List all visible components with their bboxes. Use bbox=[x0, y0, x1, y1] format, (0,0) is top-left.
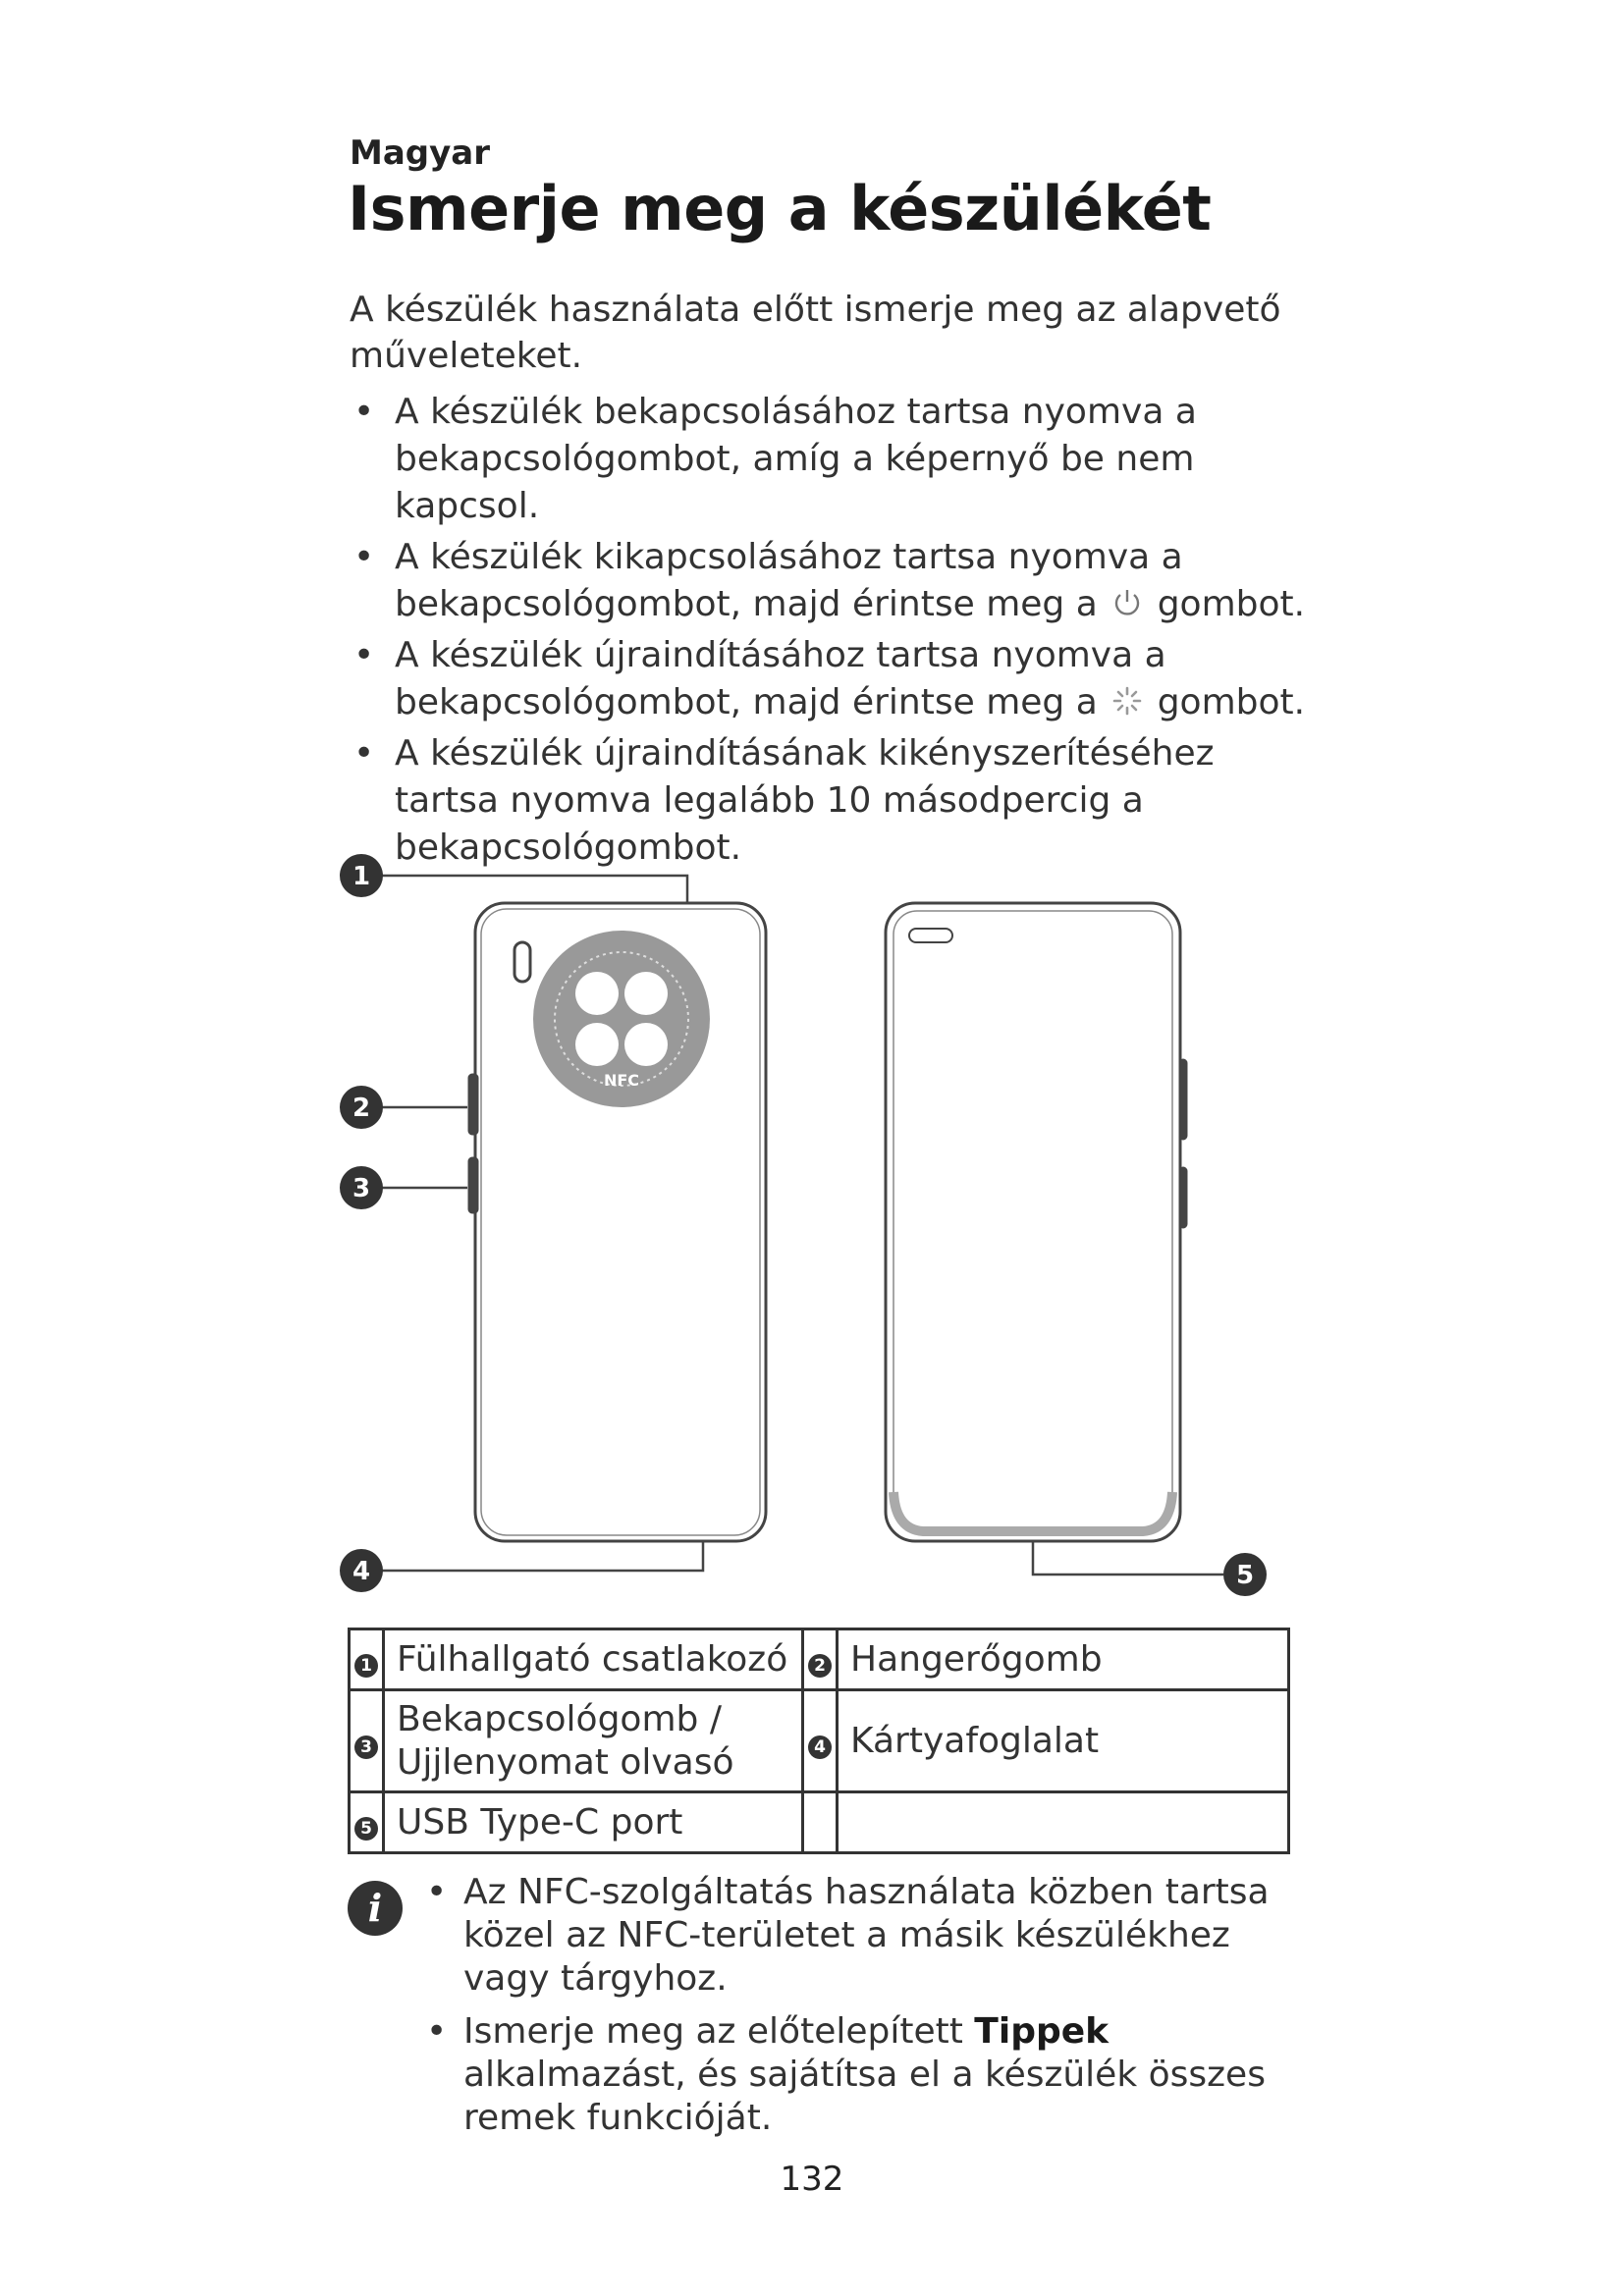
table-cell-label: USB Type-C port bbox=[384, 1792, 803, 1853]
list-item: • A készülék újraindításához tartsa nyomva a bekapcsológombot, majd érintse meg a gombot. bbox=[353, 635, 1306, 722]
parts-table bbox=[348, 1628, 1290, 1854]
table-cell-label: Bekapcsológomb / Ujjlenyomat olvasó bbox=[384, 1690, 803, 1792]
part-number-badge: 5 bbox=[354, 1817, 378, 1841]
table-cell-label bbox=[838, 1792, 1289, 1853]
table-row bbox=[350, 1629, 1289, 1690]
info-icon: i bbox=[348, 1881, 403, 1936]
bullet-text: A készülék kikapcsolásához tartsa nyomva a bekapcsológombot, majd érintse meg a bbox=[395, 537, 1183, 624]
bullet-text: gombot. bbox=[1157, 584, 1306, 624]
bullet-text: A készülék bekapcsolásához tartsa nyomva a bekapcsológombot, amíg a képernyő be nem kapcsol. bbox=[395, 392, 1197, 526]
table-cell-number bbox=[350, 1792, 384, 1853]
phone-front bbox=[886, 903, 1186, 1541]
page-title: Ismerje meg a készülékét bbox=[348, 173, 1212, 244]
table-row bbox=[350, 1690, 1289, 1792]
callout-number: 4 bbox=[352, 1557, 371, 1586]
bullet-text: A készülék újraindításának kikényszerítéséhez tartsa nyomva legalább 10 másodpercig a bekapcsológombot. bbox=[395, 733, 1215, 868]
nfc-label: NFC bbox=[603, 1071, 640, 1090]
list-item: • A készülék bekapcsolásához tartsa nyomva a bekapcsológombot, amíg a képernyő be nem kapcsol. bbox=[353, 392, 1197, 526]
part-number-badge: 2 bbox=[808, 1654, 832, 1678]
callout-lines bbox=[381, 876, 1223, 1575]
device-diagram bbox=[334, 844, 1296, 1610]
parts-table-wrapper bbox=[348, 1628, 1290, 1854]
bullet-text: gombot. bbox=[1157, 682, 1306, 722]
table-cell-label: Fülhallgató csatlakozó bbox=[384, 1629, 803, 1690]
table-cell-label: Kártyafoglalat bbox=[838, 1690, 1289, 1792]
callout-number: 1 bbox=[352, 862, 371, 891]
power-icon bbox=[1110, 586, 1144, 619]
app-name: Tippek bbox=[974, 2011, 1110, 2052]
table-cell-number bbox=[350, 1690, 384, 1792]
note-text: Ismerje meg az előtelepített bbox=[463, 2011, 963, 2052]
language-label: Magyar bbox=[350, 133, 490, 173]
list-item: • A készülék kikapcsolásához tartsa nyomva a bekapcsológombot, majd érintse meg a gombot. bbox=[353, 537, 1306, 624]
part-number-badge: 1 bbox=[354, 1654, 378, 1678]
intro-paragraph: A készülék használata előtt ismerje meg az alapvető műveleteket. bbox=[350, 290, 1281, 376]
part-number-badge: 4 bbox=[808, 1735, 832, 1759]
callout-number: 5 bbox=[1235, 1561, 1255, 1590]
note-text: alkalmazást, és sajátítsa el a készülék összes remek funkcióját. bbox=[463, 2055, 1266, 2138]
table-cell-number bbox=[803, 1690, 838, 1792]
part-number-badge: 3 bbox=[354, 1735, 378, 1759]
table-cell-number bbox=[803, 1792, 838, 1853]
callout-number: 2 bbox=[352, 1094, 371, 1123]
camera-module bbox=[533, 931, 710, 1107]
table-row bbox=[350, 1792, 1289, 1853]
note-text: Az NFC-szolgáltatás használata közben tartsa közel az NFC-területet a másik készülékhez vagy tárgyhoz. bbox=[463, 1872, 1270, 1999]
restart-icon bbox=[1110, 684, 1144, 718]
page-number: 132 bbox=[780, 2160, 844, 2199]
callout-number: 3 bbox=[352, 1174, 371, 1203]
notes-list bbox=[420, 1871, 1284, 2150]
table-cell-label: Hangerőgomb bbox=[838, 1629, 1289, 1690]
table-cell-number bbox=[803, 1629, 838, 1690]
bullet-text: A készülék újraindításához tartsa nyomva a bekapcsológombot, majd érintse meg a bbox=[395, 635, 1166, 722]
list-item: • Ismerje meg az előtelepített Tippek alkalmazást, és sajátítsa el a készülék összes remek funkcióját. bbox=[426, 2011, 1266, 2138]
list-item: • A készülék újraindításának kikényszerítéséhez tartsa nyomva legalább 10 másodpercig a bekapcsológombot. bbox=[353, 733, 1215, 868]
instruction-list bbox=[350, 389, 1312, 876]
table-cell-number bbox=[350, 1629, 384, 1690]
list-item: • Az NFC-szolgáltatás használata közben tartsa közel az NFC-területet a másik készülékhez vagy tárgyhoz. bbox=[426, 1872, 1270, 1999]
